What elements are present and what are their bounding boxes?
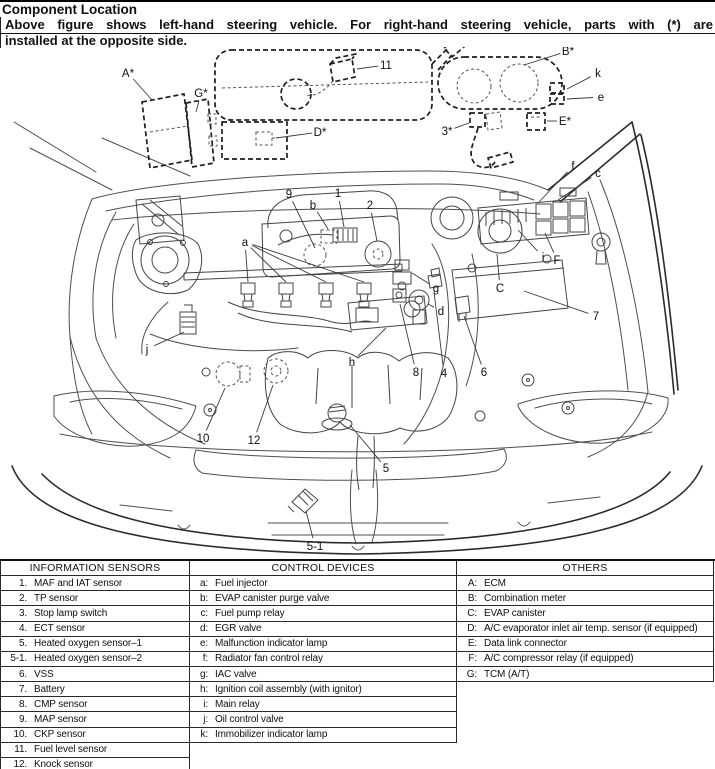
- callout-label-E*: E*: [558, 116, 572, 128]
- table-row: 11. Fuel level sensor: [1, 743, 190, 758]
- callout-label-5-1: 5-1: [306, 541, 324, 553]
- leader-line: [350, 425, 381, 462]
- column-information-sensors: [0, 561, 190, 769]
- leader-line: [196, 101, 199, 112]
- table-row: i: Main relay: [190, 697, 457, 712]
- note-block: [0, 17, 715, 48]
- table-row: f: Radiator fan control relay: [190, 652, 457, 667]
- legend-table: [0, 559, 715, 769]
- table-row: F: A/C compressor relay (if equipped): [457, 652, 714, 667]
- fuel-injectors: [241, 283, 371, 307]
- callout-label-D*: D*: [313, 127, 327, 139]
- leader-line: [567, 98, 593, 100]
- table-row: b: EVAP canister purge valve: [190, 591, 457, 606]
- evaporator-box-outline: [222, 122, 287, 159]
- leader-line: [133, 79, 152, 100]
- table-row: B: Combination meter: [457, 591, 714, 606]
- table-row: G: TCM (A/T): [457, 667, 714, 682]
- leader-line: [524, 53, 560, 65]
- note-line-1: Above figure shows left-hand steering vehicle. For right-hand steering vehicle, parts with (*) are: [1, 17, 715, 34]
- table-row: 12. Knock sensor: [1, 758, 190, 769]
- column-others: [457, 561, 714, 682]
- table-row: k: Immobilizer indicator lamp: [190, 728, 457, 743]
- column-header: INFORMATION SENSORS: [1, 561, 190, 576]
- callout-label-2: 2: [366, 200, 374, 212]
- column-header: CONTROL DEVICES: [190, 561, 457, 576]
- table-row: 1. MAF and IAT sensor: [1, 576, 190, 591]
- callout-label-d: d: [437, 306, 445, 318]
- note-line-2: installed at the opposite side.: [5, 33, 188, 48]
- leader-lines: [133, 53, 593, 538]
- table-row: e: Malfunction indicator lamp: [190, 637, 457, 652]
- table-row: A: ECM: [457, 576, 714, 591]
- callout-label-8: 8: [412, 367, 420, 379]
- fuel-pump-outline: [330, 54, 356, 82]
- callout-label-10: 10: [196, 433, 210, 445]
- table-row: 6. VSS: [1, 667, 190, 682]
- callout-label-4: 4: [440, 368, 448, 380]
- callout-label-e: e: [597, 92, 605, 104]
- table-row: D: A/C evaporator inlet air temp. sensor (if equipped): [457, 622, 714, 637]
- callout-label-5: 5: [382, 463, 390, 475]
- leader-line: [276, 133, 312, 138]
- table-row: 7. Battery: [1, 682, 190, 697]
- leader-line: [306, 511, 313, 538]
- leader-line: [524, 291, 588, 313]
- leader-line: [400, 304, 414, 364]
- column-control-devices: [190, 561, 457, 743]
- dlc-outline: [527, 113, 545, 130]
- callout-label-1: 1: [334, 188, 342, 200]
- table-row: d: EGR valve: [190, 622, 457, 637]
- callout-label-k: k: [595, 68, 601, 80]
- car-body-lines: [14, 122, 668, 550]
- callout-label-C: C: [495, 283, 505, 295]
- callout-label-a: a: [241, 237, 249, 249]
- engine-bay-diagram: [0, 47, 715, 559]
- callout-label-F: F: [553, 255, 561, 267]
- table-row: 5-1. Heated oxygen sensor–2: [1, 652, 190, 667]
- combination-meter-outline: [438, 57, 562, 109]
- table-row: 9. MAP sensor: [1, 712, 190, 727]
- callout-label-7: 7: [592, 311, 600, 323]
- table-row: C: EVAP canister: [457, 606, 714, 621]
- callout-label-11: 11: [380, 60, 392, 72]
- component-location-drawing: [0, 47, 715, 559]
- ecm-outline: [142, 94, 192, 168]
- table-row: 10. CKP sensor: [1, 728, 190, 743]
- table-row: c: Fuel pump relay: [190, 606, 457, 621]
- engine-components: [132, 188, 610, 513]
- leader-line: [154, 332, 184, 346]
- leader-line: [567, 77, 591, 89]
- ckp-sensor-outline: [216, 362, 240, 386]
- leader-line: [428, 304, 434, 307]
- table-row: j: Oil control valve: [190, 712, 457, 727]
- callout-label-h: h: [348, 357, 356, 369]
- table-row: a: Fuel injector: [190, 576, 457, 591]
- callout-label-b: b: [309, 200, 317, 212]
- page-title: Component Location: [2, 2, 137, 17]
- callout-label-9: 9: [285, 189, 293, 201]
- callout-label-g: g: [432, 283, 440, 295]
- callout-label-j: j: [145, 344, 149, 356]
- callout-label-A*: A*: [121, 68, 135, 80]
- leader-line: [412, 273, 429, 284]
- table-row: 8. CMP sensor: [1, 697, 190, 712]
- callout-label-c: c: [595, 168, 601, 180]
- leader-line: [357, 66, 378, 69]
- table-row: 3. Stop lamp switch: [1, 606, 190, 621]
- stop-lamp-switch-outline: [470, 113, 485, 127]
- table-row: 5. Heated oxygen sensor–1: [1, 637, 190, 652]
- leader-line: [558, 178, 591, 201]
- callout-labels: [122, 47, 604, 553]
- callout-label-G*: G*: [194, 88, 208, 100]
- callout-label-i: i: [541, 252, 545, 264]
- leader-line: [339, 201, 344, 227]
- callout-label-f: f: [571, 161, 575, 173]
- table-row: E: Data link connector: [457, 637, 714, 652]
- leader-line: [545, 233, 554, 253]
- table-row: 2. TP sensor: [1, 591, 190, 606]
- dashed-components: [142, 47, 564, 168]
- column-header: OTHERS: [457, 561, 714, 576]
- tcm-outline: [186, 99, 214, 167]
- leader-line: [539, 172, 568, 202]
- purge-valve-outline: [321, 230, 337, 243]
- callout-label-3*: 3*: [441, 126, 453, 138]
- callout-label-6: 6: [480, 367, 488, 379]
- callout-label-B*: B*: [561, 47, 575, 58]
- table-row: h: Ignition coil assembly (with ignitor): [190, 682, 457, 697]
- table-row: g: IAC valve: [190, 667, 457, 682]
- leader-line: [497, 254, 499, 280]
- knock-sensor-outline: [264, 359, 288, 383]
- table-row: 4. ECT sensor: [1, 622, 190, 637]
- leader-line: [455, 123, 470, 128]
- leader-line: [464, 316, 481, 365]
- page-header: [0, 2, 715, 48]
- callout-label-12: 12: [247, 435, 261, 447]
